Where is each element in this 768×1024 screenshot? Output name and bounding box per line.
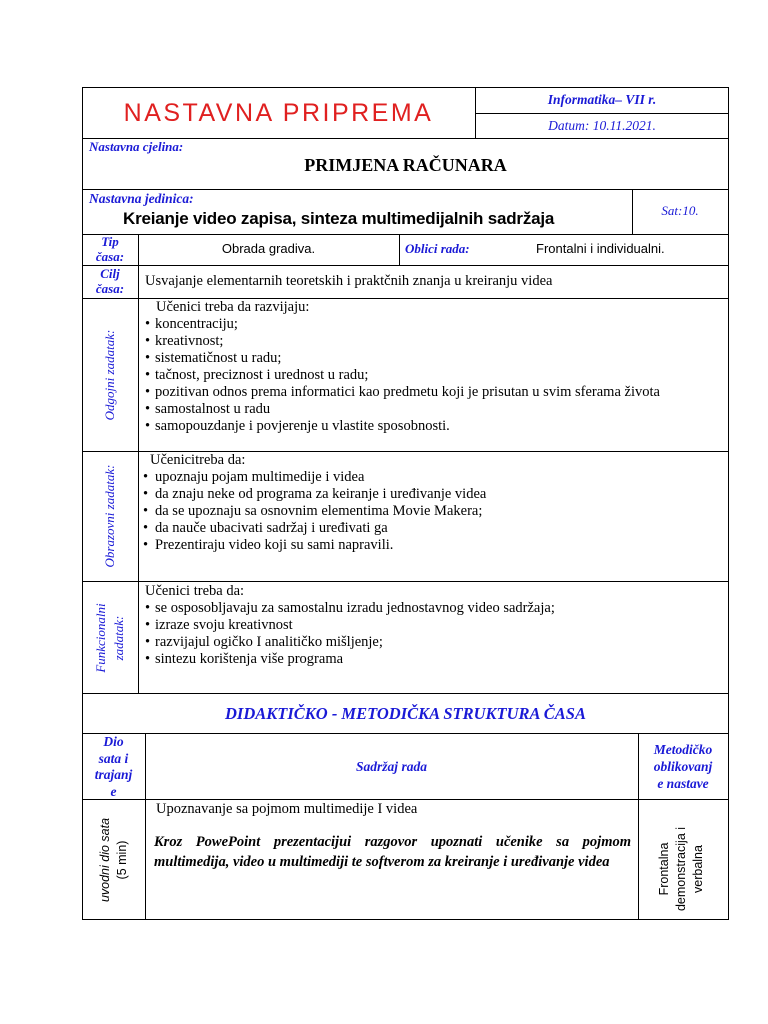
list-item: • pozitivan odnos prema informatici kao predmetu koji je prisutan u svim sferama života xyxy=(145,384,725,401)
tip-label-line: Tip xyxy=(101,234,119,249)
funkcionalni-label-line: Funkcionalni xyxy=(93,603,108,673)
list-item: • da znaju neke od programa za keiranje i uređivanje videa xyxy=(143,486,723,503)
header-line: sata i xyxy=(98,750,129,766)
funkcionalni-label xyxy=(92,568,128,708)
uvodni-label-line: uvodni dio sata xyxy=(98,817,112,903)
header-line: trajanj xyxy=(94,767,133,782)
list-item: • sistematičnost u radu; xyxy=(145,350,725,367)
border-line xyxy=(82,87,729,88)
border-line xyxy=(138,234,139,694)
tip-value: Obrada gradiva. xyxy=(221,241,316,256)
uvodni-metod xyxy=(656,809,710,929)
list-item: • sintezu korištenja više programa xyxy=(145,651,725,668)
funkcionalni-intro: Učenici treba da: xyxy=(145,583,245,599)
list-item: • tačnost, preciznost i urednost u radu; xyxy=(145,367,725,384)
list-item: • da nauče ubacivati sadržaj i uređivati ga xyxy=(143,520,723,537)
border-line xyxy=(82,265,729,266)
obrazovni-list xyxy=(143,469,723,554)
cilj-label-line: Cilj xyxy=(100,266,120,281)
border-line xyxy=(475,113,729,114)
cilj-label xyxy=(82,266,138,296)
header-line: Dio xyxy=(103,734,124,749)
metod-line: demonstracija i xyxy=(674,826,688,912)
header-line: e nastave xyxy=(657,776,709,791)
cjelina-label: Nastavna cjelina: xyxy=(89,139,184,154)
border-line xyxy=(728,87,729,920)
uvodni-label xyxy=(97,790,133,930)
date-label: Datum: 10.11.2021. xyxy=(548,118,656,133)
list-item: • se osposobljavaju za samostalnu izradu jednostavnog video sadržaja; xyxy=(145,600,725,617)
funkcionalni-label-line: zadatak: xyxy=(111,615,126,661)
col-metod-header xyxy=(638,741,728,792)
border-line xyxy=(82,733,729,734)
header-line: oblikovanj xyxy=(653,759,713,774)
oblici-value: Frontalni i individualni. xyxy=(536,241,665,256)
subject-label: Informatika– VII r. xyxy=(547,92,657,107)
list-item: • upoznaju pojam multimedije i videa xyxy=(143,469,723,486)
list-item: • koncentraciju; xyxy=(145,316,725,333)
header-line: Metodičko xyxy=(653,742,713,757)
border-line xyxy=(82,799,729,800)
obrazovni-intro: Učenicitreba da: xyxy=(150,452,246,468)
metod-line: verbalna xyxy=(691,845,705,893)
oblici-label: Oblici rada: xyxy=(405,241,470,256)
list-item: • kreativnost; xyxy=(145,333,725,350)
tip-label xyxy=(82,234,138,264)
list-item: • izraze svoju kreativnost xyxy=(145,617,725,634)
struktura-title: DIDAKTIČKO - METODIČKA STRUKTURA ČASA xyxy=(225,704,586,723)
border-line xyxy=(82,581,729,582)
cjelina-value: PRIMJENA RAČUNARA xyxy=(304,155,507,175)
tip-label-line: časa: xyxy=(95,249,125,264)
list-item: • razvijajul ogičko I analitičko mišljenje; xyxy=(145,634,725,651)
sat-label: Sat:10. xyxy=(661,203,699,218)
list-item: • da se upoznaju sa osnovnim elementima Movie Makera; xyxy=(143,503,723,520)
border-line xyxy=(82,919,729,920)
uvodni-body: Kroz PowePoint prezentacijui razgovor upoznati učenike sa pojmom multimedija, video u multimediji te softverom za kreiranje i uređivanje videa xyxy=(154,834,631,870)
list-item: • Prezentiraju video koji su sami napravili. xyxy=(143,537,723,554)
header-line: e xyxy=(110,783,117,799)
list-item: • samostalnost u radu xyxy=(145,401,725,418)
border-line xyxy=(399,234,400,266)
odgojni-label: Odgojni zadatak: xyxy=(102,329,117,421)
funkcionalni-list xyxy=(145,600,725,668)
jedinica-value: Kreianje video zapisa, sinteza multimedijalnih sadržaja xyxy=(123,209,555,228)
list-item: • samopouzdanje i povjerenje u vlastite sposobnosti. xyxy=(145,418,725,435)
odgojni-intro: Učenici treba da razvijaju: xyxy=(156,299,310,315)
uvodni-label-line: (5 min) xyxy=(115,840,129,880)
obrazovni-label: Obrazovni zadatak: xyxy=(102,464,117,568)
cilj-label-line: časa: xyxy=(95,281,125,296)
border-line xyxy=(82,693,729,694)
odgojni-list xyxy=(145,316,725,435)
cilj-value: Usvajanje elementarnih teoretskih i praktčnih znanja u kreiranju videa xyxy=(145,273,553,289)
uvodni-heading: Upoznavanje sa pojmom multimedije I videa xyxy=(156,801,418,817)
col-sadrzaj-header: Sadržaj rada xyxy=(356,759,427,774)
document-title: NASTAVNA PRIPREMA xyxy=(123,99,434,127)
metod-line: Frontalna xyxy=(657,842,671,896)
jedinica-label: Nastavna jedinica: xyxy=(89,191,194,206)
